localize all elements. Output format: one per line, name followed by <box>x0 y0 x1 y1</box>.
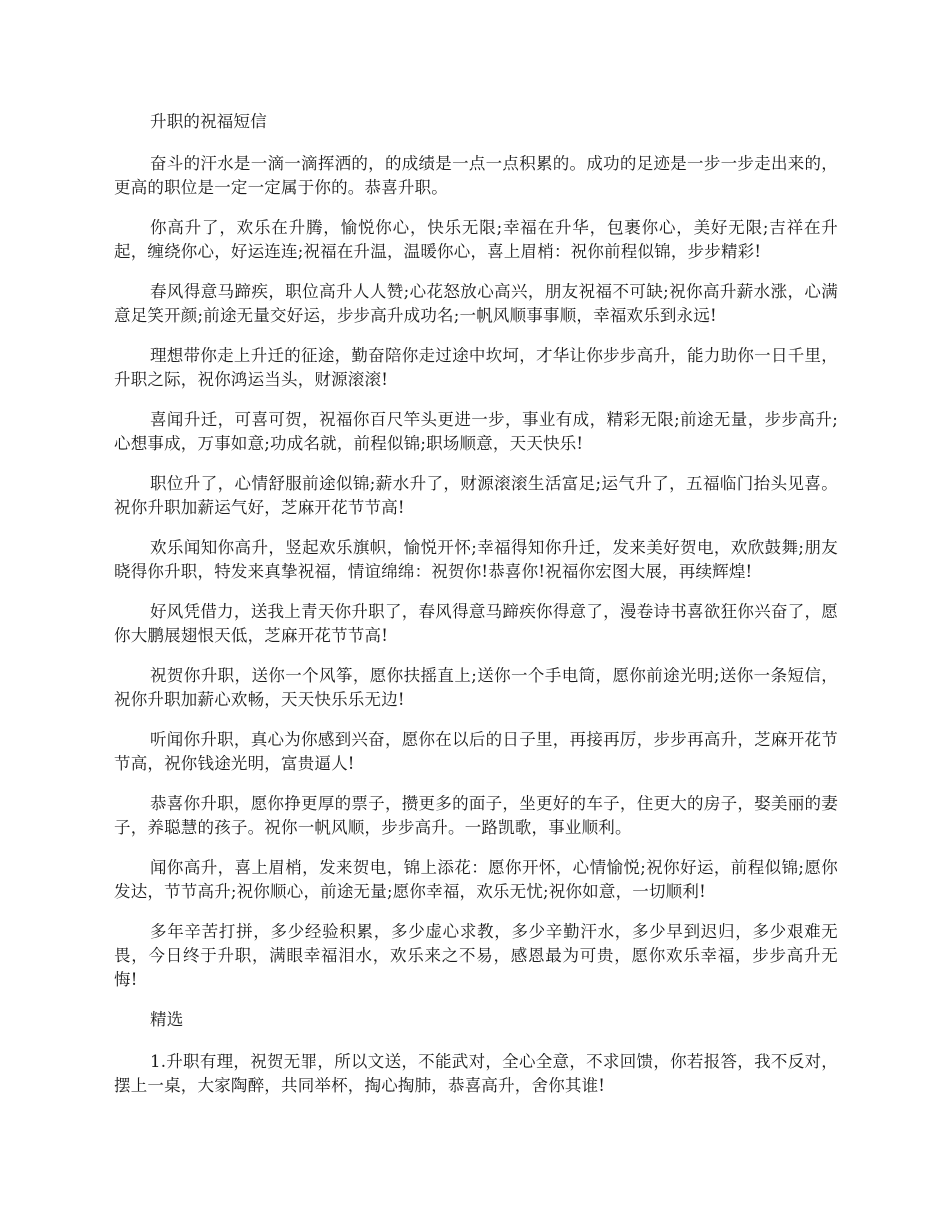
section-label: 精选 <box>150 1010 184 1029</box>
paragraph: 闻你高升，喜上眉梢，发来贺电，锦上添花：愿你开怀，心情愉悦;祝你好运，前程似锦;愿你发达，节节高升;祝你顺心，前途无量;愿你幸福，欢乐无忧;祝你如意，一切顺利! <box>114 858 838 901</box>
paragraph: 春风得意马蹄疾，职位高升人人赞;心花怒放心高兴，朋友祝福不可缺;祝你高升薪水涨，心满意足笑开颜;前途无量交好运，步步高升成功名;一帆风顺事事顺，幸福欢乐到永远! <box>114 282 838 325</box>
document-page <box>114 110 838 1114</box>
paragraph: 职位升了，心情舒服前途似锦;薪水升了，财源滚滚生活富足;运气升了，五福临门抬头见喜。祝你升职加薪运气好，芝麻开花节节高! <box>114 474 838 517</box>
paragraph: 好风凭借力，送我上青天你升职了，春风得意马蹄疾你得意了，漫卷诗书喜欲狂你兴奋了，愿你大鹏展翅恨天低，芝麻开花节节高! <box>114 602 838 645</box>
paragraph: 欢乐闻知你高升，竖起欢乐旗帜，愉悦开怀;幸福得知你升迁，发来美好贺电，欢欣鼓舞;朋友晓得你升职，特发来真挚祝福，情谊绵绵：祝贺你!恭喜你!祝福你宏图大展，再续辉煌! <box>114 538 838 581</box>
paragraph: 多年辛苦打拼，多少经验积累，多少虚心求教，多少辛勤汗水，多少早到迟归，多少艰难无畏，今日终于升职，满眼幸福泪水，欢乐来之不易，感恩最为可贵，愿你欢乐幸福，步步高升无悔! <box>114 922 838 989</box>
paragraph: 听闻你升职，真心为你感到兴奋，愿你在以后的日子里，再接再厉，步步再高升，芝麻开花节节高，祝你钱途光明，富贵逼人! <box>114 730 838 773</box>
paragraph: 恭喜你升职，愿你挣更厚的票子，攒更多的面子，坐更好的车子，住更大的房子，娶美丽的妻子，养聪慧的孩子。祝你一帆风顺，步步高升。一路凯歌，事业顺利。 <box>114 794 838 837</box>
selected-item: 1.升职有理，祝贺无罪，所以文送，不能武对，全心全意，不求回馈，你若报答，我不反对，摆上一桌，大家陶醉，共同举杯，掏心掏肺，恭喜高升，舍你其谁! <box>114 1052 838 1095</box>
paragraph: 奋斗的汗水是一滴一滴挥洒的，的成绩是一点一点积累的。成功的足迹是一步一步走出来的，更高的职位是一定一定属于你的。恭喜升职。 <box>114 154 838 197</box>
paragraph: 理想带你走上升迁的征途，勤奋陪你走过途中坎坷，才华让你步步高升，能力助你一日千里，升职之际，祝你鸿运当头，财源滚滚! <box>114 346 838 389</box>
document-title: 升职的祝福短信 <box>150 112 267 131</box>
paragraph: 你高升了，欢乐在升腾，愉悦你心，快乐无限;幸福在升华，包裹你心，美好无限;吉祥在升起，缠绕你心，好运连连;祝福在升温，温暖你心，喜上眉梢：祝你前程似锦，步步精彩! <box>114 218 838 261</box>
paragraph: 喜闻升迁，可喜可贺，祝福你百尺竿头更进一步，事业有成，精彩无限;前途无量，步步高升;心想事成，万事如意;功成名就，前程似锦;职场顺意，天天快乐! <box>114 410 838 453</box>
paragraph: 祝贺你升职，送你一个风筝，愿你扶摇直上;送你一个手电筒，愿你前途光明;送你一条短信，祝你升职加薪心欢畅，天天快乐乐无边! <box>114 666 838 709</box>
